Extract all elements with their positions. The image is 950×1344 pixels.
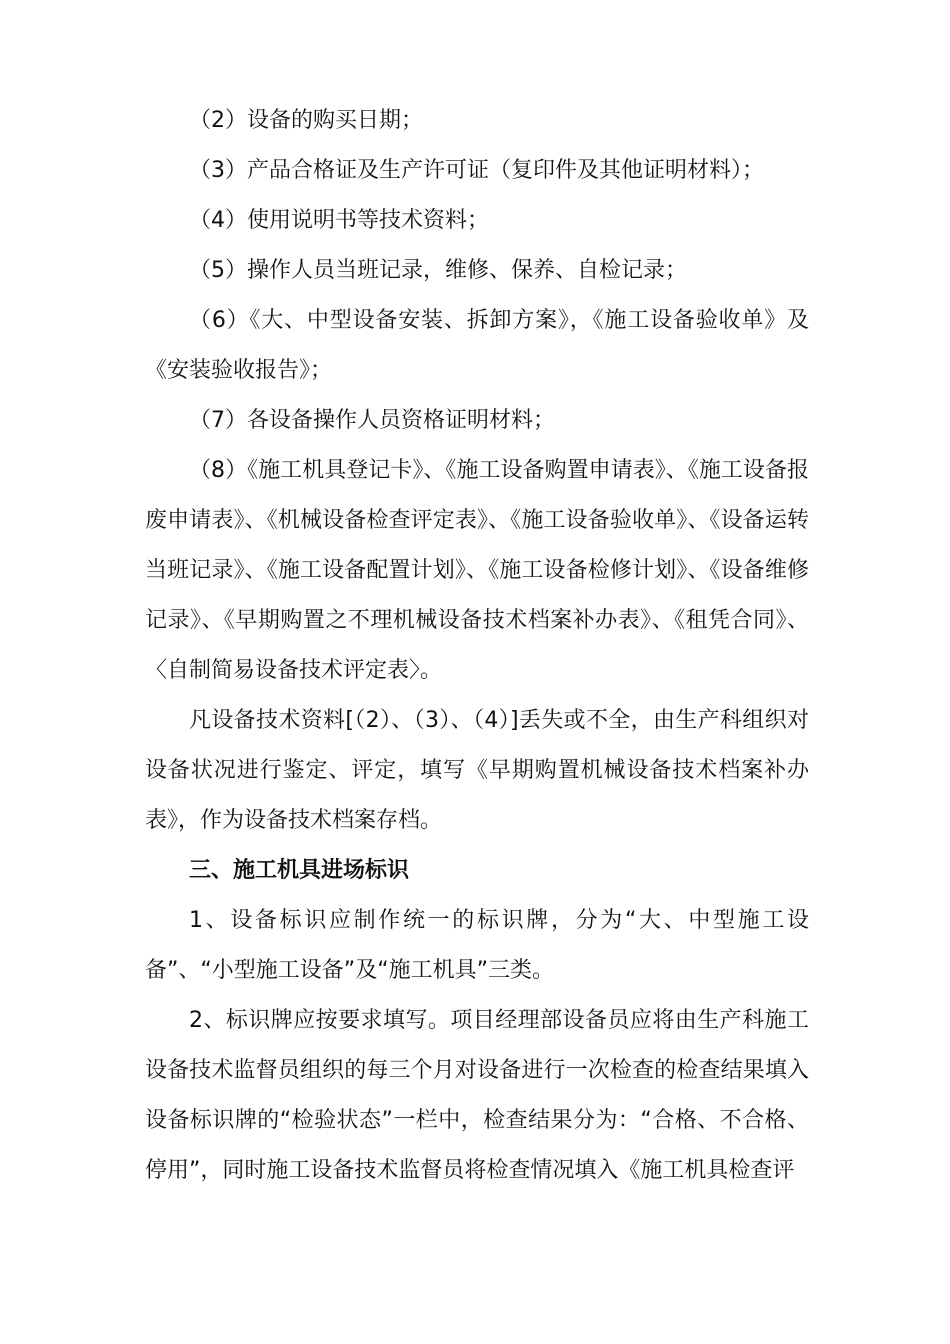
paragraph-operator-qualifications: （7）各设备操作人员资格证明材料； <box>189 408 555 433</box>
paragraph-missing-documents: 凡设备技术资料[（2）、（3）、（4）]丢失或不全，由生产科组织对设备状况进行鉴定、评定，填写《早期购置机械设备技术档案补办表》，作为设备技术档案存档。 <box>145 708 809 833</box>
paragraph-manual: （4）使用说明书等技术资料； <box>189 208 489 233</box>
paragraph-installation-plan: （6）《大、中型设备安装、拆卸方案》，《施工设备验收单》及《安装验收报告》； <box>145 308 809 383</box>
paragraph-operator-records: （5）操作人员当班记录，维修、保养、自检记录； <box>189 258 687 283</box>
paragraph-certificates: （3）产品合格证及生产许可证（复印件及其他证明材料）； <box>189 158 764 183</box>
paragraph-purchase-date: （2）设备的购买日期； <box>189 108 423 133</box>
paragraph-sign-filling: 2、标识牌应按要求填写。项目经理部设备员应将由生产科施工设备技术监督员组织的每三个月对设备进行一次检查的检查结果填入设备标识牌的“检验状态”一栏中，检查结果分为：“合格、不合格、停用”，同时施工设备技术监督员将检查情况填入《施工机具检查评 <box>145 1008 809 1183</box>
section-heading: 三、施工机具进场标识 <box>189 858 410 883</box>
document-page <box>145 96 809 1196</box>
paragraph-forms-list: （8）《施工机具登记卡》、《施工设备购置申请表》、《施工设备报废申请表》、《机械设备检查评定表》、《施工设备验收单》、《设备运转当班记录》、《施工设备配置计划》、《施工设备检修计划》、《设备维修记录》、《早期购置之不理机械设备技术档案补办表》、《租凭合同》、〈自制简易设备技术评定表〉。 <box>145 458 809 683</box>
paragraph-identification-sign: 1、设备标识应制作统一的标识牌，分为“大、中型施工设备”、“小型施工设备”及“施工机具”三类。 <box>145 908 809 983</box>
